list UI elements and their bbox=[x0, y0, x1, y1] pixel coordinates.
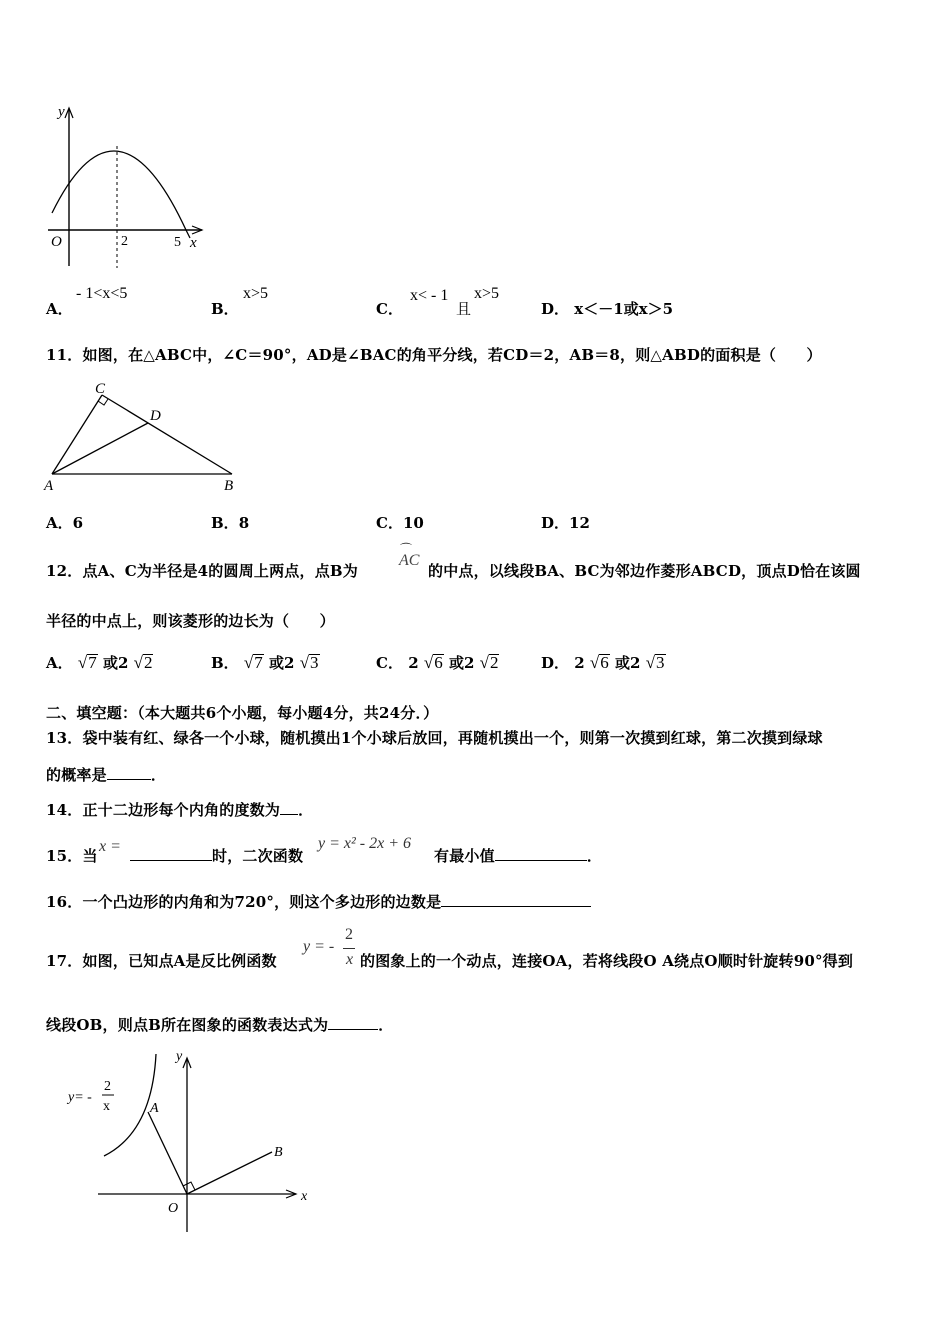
q13-end: ． bbox=[150, 766, 167, 784]
q12-option-d[interactable] bbox=[541, 652, 666, 673]
q11-option-c[interactable] bbox=[376, 512, 424, 533]
q15-end: ． bbox=[586, 847, 603, 865]
q11-option-d[interactable] bbox=[541, 512, 590, 533]
vertex-label-a: A bbox=[44, 478, 54, 494]
q14-line bbox=[46, 799, 313, 820]
q17-part1: 17．如图，已知点A是反比例函数 bbox=[46, 952, 277, 970]
q17-line2 bbox=[46, 1014, 393, 1035]
hyperbola-branch bbox=[104, 1054, 156, 1156]
sqrt-term: √3 bbox=[645, 653, 665, 672]
parabola-graph bbox=[40, 98, 215, 273]
option-value: 10 bbox=[402, 514, 424, 532]
q12-option-c[interactable] bbox=[376, 652, 499, 673]
option-label: B． bbox=[211, 654, 239, 672]
origin-label: O bbox=[168, 1201, 179, 1216]
q13-text: 的概率是 bbox=[46, 766, 107, 784]
option-label: A． bbox=[46, 300, 73, 318]
radicand: 7 bbox=[254, 653, 263, 672]
q17-end: ． bbox=[378, 1016, 394, 1034]
radicand: 2 bbox=[143, 653, 153, 672]
q15-prefix: 15．当 bbox=[46, 847, 98, 865]
q16-text: 16．一个凸边形的内角和为720°，则这个多边形的边数是 bbox=[46, 893, 442, 911]
q15-suffix-text: 有最小值 bbox=[434, 847, 495, 865]
q10-option-a-value: - 1<x<5 bbox=[76, 285, 128, 302]
sqrt-term: √7 bbox=[77, 653, 97, 672]
sqrt-term: √2 bbox=[479, 653, 499, 672]
vertex-label-d: D bbox=[150, 408, 161, 424]
coefficient: 2 bbox=[284, 654, 295, 672]
q10-option-d[interactable] bbox=[541, 298, 673, 319]
option-value: 12 bbox=[569, 514, 590, 532]
coefficient: 2 bbox=[408, 654, 419, 672]
side-cb bbox=[102, 395, 232, 474]
option-label: C． bbox=[376, 514, 403, 532]
radicand: 6 bbox=[600, 653, 609, 672]
y-axis-label: y bbox=[58, 104, 65, 120]
q10-option-b[interactable] bbox=[211, 298, 239, 319]
option-label: C． bbox=[376, 300, 403, 318]
option-label: C． bbox=[376, 654, 403, 672]
q15-function: y = x² - 2x + 6 bbox=[318, 835, 412, 852]
coefficient: 2 bbox=[117, 654, 129, 672]
q12-stem-part1: 12．点A、C为半径是4的圆周上两点，点B为 bbox=[46, 562, 358, 580]
or-word: 或 bbox=[269, 654, 285, 672]
tick-label-2: 2 bbox=[121, 234, 128, 249]
sqrt-term: √6 bbox=[589, 653, 609, 672]
q15-mid-text: 时，二次函数 bbox=[212, 847, 304, 865]
curve-label-lhs: y= - bbox=[68, 1090, 92, 1105]
curve-label-den: x bbox=[103, 1099, 110, 1114]
answer-blank[interactable] bbox=[495, 846, 587, 861]
q11-option-b[interactable] bbox=[211, 512, 249, 533]
option-value: x＜－1或x＞5 bbox=[574, 300, 674, 318]
parabola-curve bbox=[52, 151, 190, 238]
q10-option-c-joiner: 且 bbox=[456, 300, 472, 318]
sqrt-term: √7 bbox=[243, 653, 263, 672]
q15-x-eq: x = bbox=[99, 838, 121, 855]
segment-oa bbox=[148, 1112, 187, 1194]
tick-label-5: 5 bbox=[174, 235, 181, 250]
q17-func-den: x bbox=[346, 951, 354, 968]
q13-line1: 13．袋中装有红、绿各一个小球，随机摸出1个小球后放回，再随机摸出一个，则第一次摸到红球，第二次摸到绿球 bbox=[46, 729, 823, 747]
point-label-a: A bbox=[150, 1101, 159, 1116]
coefficient: 2 bbox=[463, 654, 475, 672]
radicand: 3 bbox=[310, 653, 319, 672]
radicand: 2 bbox=[489, 653, 499, 672]
answer-blank[interactable] bbox=[130, 846, 212, 861]
answer-blank[interactable] bbox=[280, 800, 298, 815]
q16-line bbox=[46, 891, 591, 912]
bisector-ad bbox=[52, 423, 148, 474]
arc-mark: ⌒ bbox=[400, 542, 413, 556]
side-ac bbox=[52, 395, 102, 474]
fraction-bar bbox=[343, 948, 355, 949]
or-word: 或 bbox=[102, 654, 118, 672]
sqrt-term: √6 bbox=[423, 653, 443, 672]
answer-blank[interactable] bbox=[328, 1015, 378, 1030]
answer-blank[interactable] bbox=[441, 892, 591, 907]
q12-stem-line2: 半径的中点上，则该菱形的边长为（ ） bbox=[46, 612, 335, 630]
radicand: 3 bbox=[656, 653, 665, 672]
q17-part2: 的图象上的一个动点，连接OA，若将线段O A绕点O顺时针旋转90°得到 bbox=[360, 952, 854, 970]
q10-option-c-value-b: x>5 bbox=[474, 285, 500, 302]
arc-ac-label: AC bbox=[399, 552, 420, 569]
q12-stem-part2: 的中点，以线段BA、BC为邻边作菱形ABCD，顶点D恰在该圆 bbox=[428, 562, 861, 580]
sqrt-term: √2 bbox=[133, 653, 153, 672]
q15-suffix bbox=[434, 845, 602, 866]
q12-option-b[interactable] bbox=[211, 652, 320, 673]
vertex-label-b: B bbox=[224, 478, 234, 494]
x-axis-label: x bbox=[190, 235, 197, 251]
q10-option-c[interactable] bbox=[376, 298, 403, 319]
option-label: D． bbox=[541, 300, 570, 318]
option-value: 8 bbox=[238, 514, 250, 532]
triangle-abc-figure bbox=[40, 378, 250, 496]
answer-blank[interactable] bbox=[107, 765, 151, 780]
q10-option-b-value: x>5 bbox=[243, 285, 269, 302]
q13-line2 bbox=[46, 764, 166, 785]
option-value: 6 bbox=[72, 514, 84, 532]
option-label: D． bbox=[541, 514, 570, 532]
segment-ob bbox=[187, 1152, 272, 1194]
sqrt-term: √3 bbox=[299, 653, 319, 672]
option-label: A． bbox=[46, 654, 73, 672]
y-axis-label: y bbox=[176, 1049, 183, 1064]
radicand: 6 bbox=[434, 653, 443, 672]
option-label: D． bbox=[541, 654, 570, 672]
coefficient: 2 bbox=[574, 654, 585, 672]
origin-label: O bbox=[51, 234, 62, 250]
vertex-label-c: C bbox=[95, 381, 106, 397]
q10-option-a[interactable] bbox=[46, 298, 73, 319]
option-label: B． bbox=[211, 300, 239, 318]
x-axis-label: x bbox=[301, 1189, 308, 1204]
q11-stem: 11．如图，在△ABC中，∠C＝90°，AD是∠BAC的角平分线，若CD＝2，AB＝8，则△ABD的面积是（ ） bbox=[46, 346, 822, 364]
q17-text: 线段OB，则点B所在图象的函数表达式为 bbox=[46, 1016, 329, 1034]
q11-option-a[interactable] bbox=[46, 512, 83, 533]
section-heading: 二、填空题：（本大题共6个小题，每小题4分，共24分．） bbox=[46, 704, 439, 722]
q14-end: ． bbox=[298, 801, 314, 819]
q17-func-lhs: y = - bbox=[303, 938, 335, 955]
option-label: B． bbox=[211, 514, 239, 532]
q12-option-a[interactable] bbox=[46, 652, 153, 673]
point-label-b: B bbox=[274, 1145, 283, 1160]
curve-label-num: 2 bbox=[104, 1079, 111, 1094]
radicand: 7 bbox=[88, 653, 97, 672]
q17-func-num: 2 bbox=[345, 926, 353, 943]
rotation-figure bbox=[60, 1042, 320, 1237]
q14-text: 14．正十二边形每个内角的度数为 bbox=[46, 801, 281, 819]
coefficient: 2 bbox=[630, 654, 641, 672]
or-word: 或 bbox=[448, 654, 464, 672]
or-word: 或 bbox=[615, 654, 631, 672]
option-label: A． bbox=[46, 514, 73, 532]
q10-option-c-value-a: x< - 1 bbox=[410, 287, 449, 304]
q15-middle bbox=[130, 845, 303, 866]
